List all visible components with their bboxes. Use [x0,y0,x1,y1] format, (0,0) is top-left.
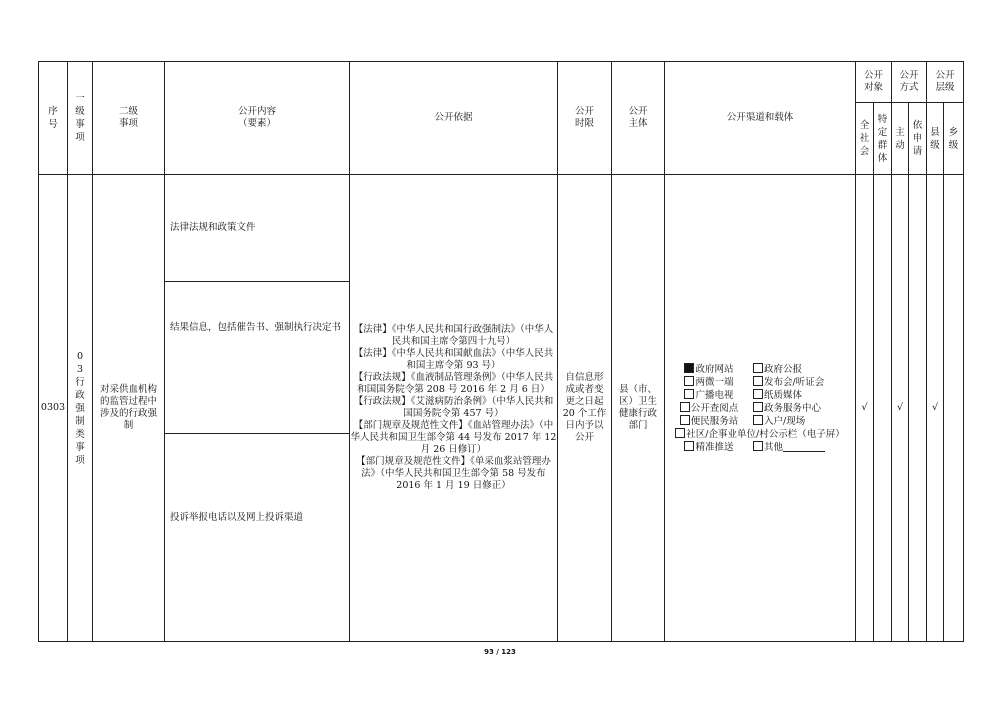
checkbox-icon [680,415,690,425]
header-target-specific: 特定群体 [874,103,892,175]
channel-community: 社区/企事业单位/村公示栏（电子屏） [665,428,855,441]
checkbox-icon [684,376,694,386]
header-level1: 一级事项 [68,62,93,175]
row-content [165,175,350,642]
channel-row: 公开查阅点 政务服务中心 [665,402,855,415]
page-number: 93 / 123 [484,648,516,656]
checkbox-icon [753,376,763,386]
basis-item-1: 【法律】《中华人民共和国行政强制法》（中华人民共和国主席令第四十九号） [353,324,554,347]
header-subject: 公开主体 [612,62,665,175]
checkbox-icon [753,389,763,399]
header-basis: 公开依据 [350,62,558,175]
checkbox-icon [680,402,690,412]
checkbox-icon [753,363,763,373]
header-content: 公开内容（要素） [165,62,350,175]
checkbox-icon [753,402,763,412]
row-level-county: √ [927,175,944,642]
header-method-group: 公开方式 [892,62,927,103]
basis-item-4: 【行政法规】《艾滋病防治条例》（中华人民共和国国务院令第 457 号） [353,396,554,419]
header-level-group: 公开层级 [927,62,964,103]
row-method-active: √ [892,175,909,642]
basis-item-2: 【法律】《中华人民共和国献血法》（中华人民共和国主席令第 93 号） [353,348,554,371]
header-seq: 序号 [39,62,68,175]
header-target-group: 公开对象 [856,62,892,103]
header-channels: 公开渠道和载体 [665,62,856,175]
checkbox-icon [684,441,694,451]
channel-row-last: 精准推送 其他 [665,441,855,454]
content-item-2: 结果信息，包括催告书、强制执行决定书 [165,281,349,434]
header-method-request: 依申请 [909,103,927,175]
header-level2: 二级事项 [93,62,165,175]
channel-row: 便民服务站 入户/现场 [665,415,855,428]
checked-box-icon [684,363,694,373]
blank-line [783,442,825,452]
checkbox-icon [753,415,763,425]
row-target-specific [874,175,892,642]
row-level2: 对采供血机构的监管过程中涉及的行政强制 [93,175,165,642]
channel-list [665,363,855,428]
row-channels [665,175,856,642]
header-level-town: 乡级 [944,103,964,175]
channel-row: 两微一端 发布会/听证会 [665,376,855,389]
channel-row: 广播电视 纸质媒体 [665,389,855,402]
checkbox-icon [675,428,685,438]
content-item-1: 法律法规和政策文件 [165,175,349,282]
content-item-3: 投诉举报电话以及网上投诉渠道 [170,511,304,523]
basis-item-6: 【部门规章及规范性文件】《单采血浆站管理办法》（中华人民共和国卫生部令第 58 号发布 2016 年 1 月 19 日修正） [356,456,551,491]
row-method-request [909,175,927,642]
header-target-all: 全社会 [856,103,874,175]
row-level1: 03行政强制类事项 [68,175,93,642]
disclosure-table [38,61,964,642]
header-method-active: 主动 [892,103,909,175]
row-time-limit: 自信息形成或者变更之日起 20 个工作日内予以公开 [558,175,612,642]
row-target-all: √ [856,175,874,642]
checkbox-icon [684,389,694,399]
basis-item-3: 【行政法规】《血液制品管理条例》（中华人民共和国国务院令第 208 号 2016 年 2 月 6 日） [353,372,554,395]
table-row [39,175,964,642]
basis-item-5: 【部门规章及规范性文件】《血站管理办法》（中华人民共和国卫生部令第 44 号发布 2017 年 12 月 26 日修订） [350,420,557,455]
header-time-limit: 公开时限 [558,62,612,175]
row-subject: 县（市、区）卫生健康行政部门 [612,175,665,642]
channel-row: 政府网站 政府公报 [665,363,855,376]
checkbox-icon [753,441,763,451]
header-level-county: 县级 [927,103,944,175]
row-level-town [944,175,964,642]
row-basis [350,175,558,642]
row-seq: 0303 [39,175,68,642]
